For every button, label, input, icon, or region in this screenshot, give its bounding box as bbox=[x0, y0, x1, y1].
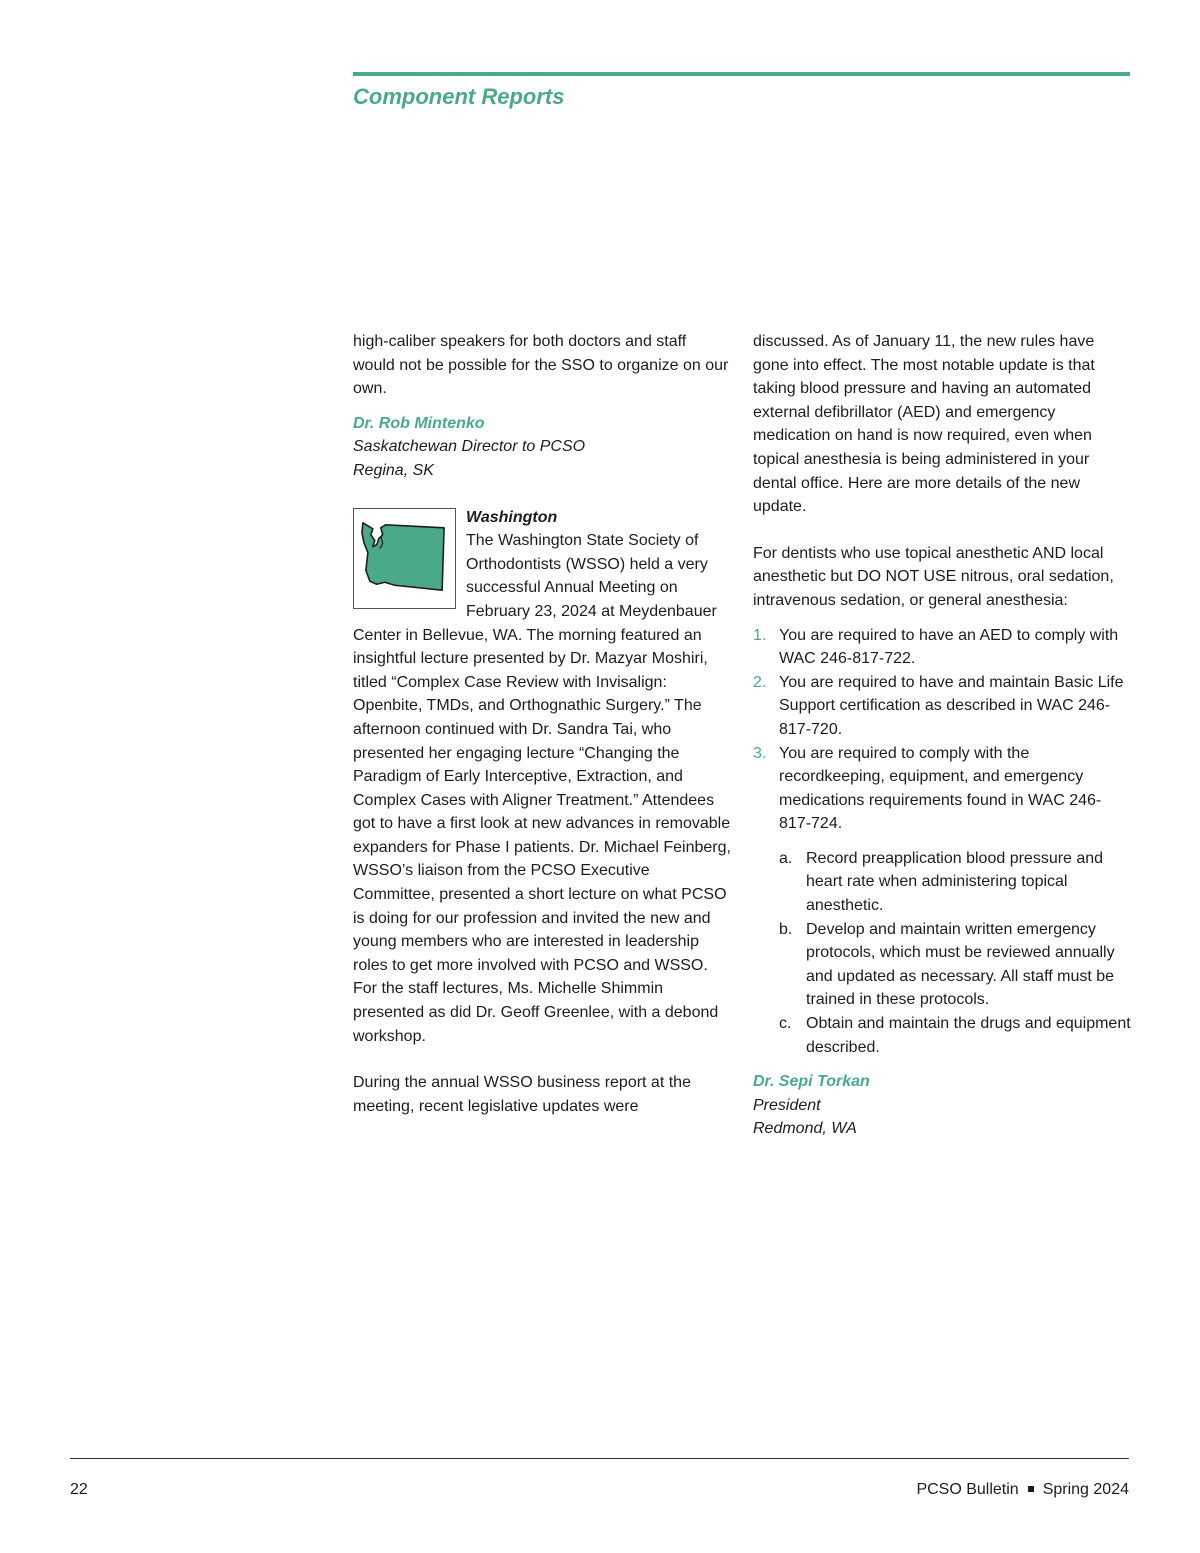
sub-requirement-letter: a. bbox=[779, 849, 793, 867]
sub-requirement-text: Record preapplication blood pressure and heart rate when administering topical anesthetic. bbox=[806, 849, 1104, 915]
washington-paragraph-2: During the annual WSSO business report at the meeting, recent legislative updates were bbox=[353, 1074, 691, 1115]
requirement-text: You are required to comply with the recordkeeping, equipment, and emergency medications requirements found in WAC 246-817-724. bbox=[779, 744, 1102, 833]
page-number: 22 bbox=[70, 1481, 88, 1498]
washington-state-map-icon bbox=[353, 508, 456, 609]
washington-author-title: President bbox=[753, 1096, 821, 1114]
requirement-item bbox=[753, 671, 1131, 742]
bullet-separator-icon bbox=[1028, 1486, 1034, 1492]
saskatchewan-author-name: Dr. Rob Mintenko bbox=[353, 414, 485, 432]
washington-heading: Washington bbox=[466, 508, 558, 526]
sub-requirement-item bbox=[779, 918, 1131, 1012]
sub-requirement-item bbox=[779, 847, 1131, 918]
spacer bbox=[753, 519, 1131, 542]
section-title: Component Reports bbox=[353, 84, 565, 109]
left-column bbox=[353, 330, 731, 1118]
footer-publication bbox=[916, 1481, 1129, 1499]
sub-requirement-text: Obtain and maintain the drugs and equipment described. bbox=[806, 1015, 1131, 1056]
sub-requirement-item bbox=[779, 1012, 1131, 1059]
requirement-item bbox=[753, 742, 1131, 836]
saskatchewan-closing-paragraph: high-caliber speakers for both doctors and staff would not be possible for the SSO to organize on our own. bbox=[353, 333, 729, 398]
washington-paragraph-1: The Washington State Society of Orthodontists (WSSO) held a very successful Annual Meeting on February 23, 2024 at Meydenbauer Center in Bellevue, WA. The morning featured an insightful lecture presented by Dr. Mazyar Moshiri, titled “Complex Case Review with Invisalign: Openbite, TMDs, and Orthognathic Surgery.” The afternoon continued with Dr. Sandra Tai, who presented her engaging lecture “Changing the Paradigm of Early Interceptive, Extraction, and Complex Cases with Aligner Treatment.” Attendees got to have a first look at new advances in removable expanders for Phase I patients. Dr. Michael Feinberg, WSSO’s liaison from the PCSO Executive Committee, presented a short lecture on what PCSO is doing for our profession and invited the new and young members who are interested in leadership roles to get more involved with PCSO and WSSO. For the staff lectures, Ms. Michelle Shimmin presented as did Dr. Geoff Greenlee, with a debond workshop. bbox=[353, 532, 731, 1045]
washington-author-location: Redmond, WA bbox=[753, 1120, 857, 1138]
sub-requirement-text: Develop and maintain written emergency protocols, which must be reviewed annually and updated as necessary. All staff must be trained in these protocols. bbox=[806, 920, 1115, 1009]
header-rule bbox=[353, 72, 1130, 76]
requirement-text: You are required to have and maintain Basic Life Support certification as described in WAC 246-817-720. bbox=[779, 673, 1124, 738]
saskatchewan-author-location: Regina, SK bbox=[353, 461, 434, 479]
right-column bbox=[753, 330, 1131, 1141]
washington-author-name: Dr. Sepi Torkan bbox=[753, 1073, 870, 1091]
publication-issue: Spring 2024 bbox=[1042, 1481, 1129, 1498]
sub-requirement-letter: c. bbox=[779, 1015, 792, 1033]
requirement-item bbox=[753, 624, 1131, 671]
saskatchewan-author-title: Saskatchewan Director to PCSO bbox=[353, 438, 586, 456]
spacer bbox=[753, 613, 1131, 624]
publication-name: PCSO Bulletin bbox=[916, 1481, 1019, 1498]
spacer bbox=[753, 1059, 1131, 1070]
requirement-number: 2. bbox=[753, 673, 767, 691]
footer-rule bbox=[70, 1458, 1129, 1459]
spacer bbox=[753, 836, 1131, 847]
washington-paragraph-3: For dentists who use topical anesthetic AND local anesthetic but DO NOT USE nitrous, oral sedation, intravenous sedation, or general anesthesia: bbox=[753, 544, 1114, 609]
sub-requirement-letter: b. bbox=[779, 920, 793, 938]
washington-paragraph-2-continued: discussed. As of January 11, the new rules have gone into effect. The most notable update is that taking blood pressure and having an automated external defibrillator (AED) and emergency medication on hand is now required, even when topical anesthesia is being administered in your dental office. Here are more details of the new update. bbox=[753, 333, 1095, 516]
sub-requirements-list bbox=[753, 847, 1131, 1059]
requirement-number: 3. bbox=[753, 744, 767, 762]
requirement-number: 1. bbox=[753, 626, 767, 644]
requirement-text: You are required to have an AED to comply with WAC 246-817-722. bbox=[779, 626, 1119, 668]
requirements-list bbox=[753, 624, 1131, 836]
